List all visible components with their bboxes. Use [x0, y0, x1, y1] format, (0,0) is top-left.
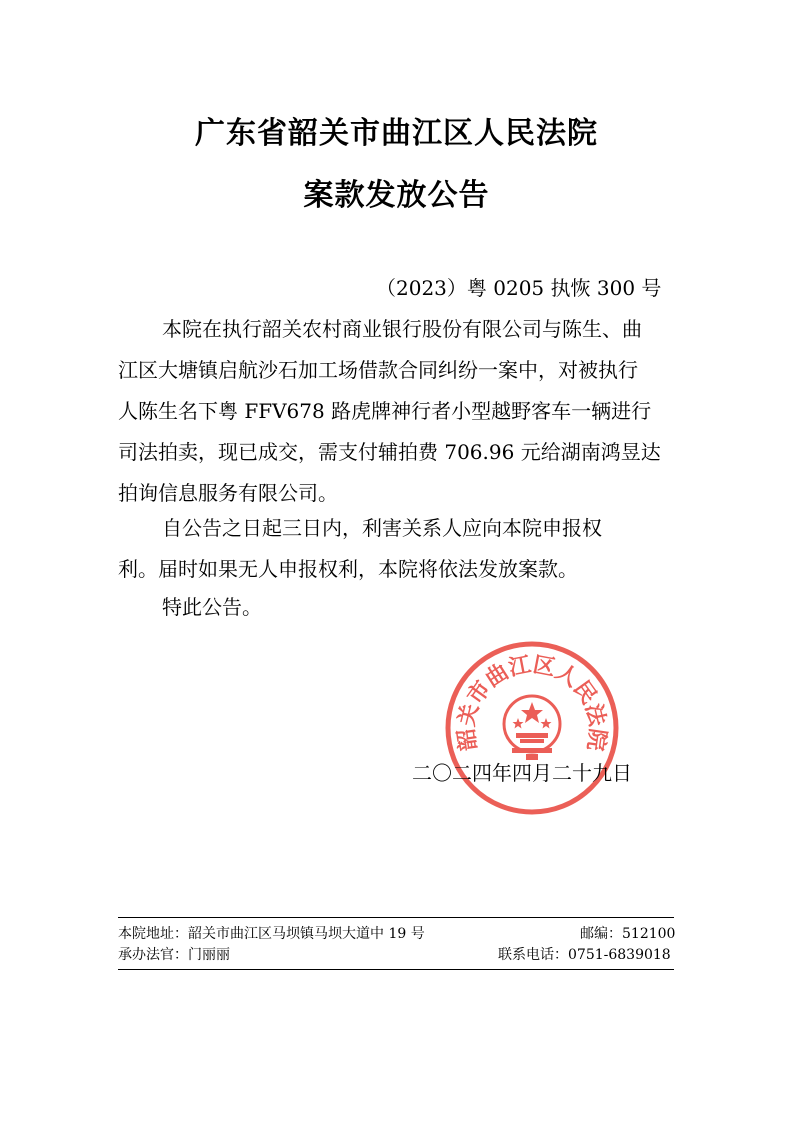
- issue-date: 二〇二四年四月二十九日: [412, 761, 632, 785]
- para1-line2: 江区大塘镇启航沙石加工场借款合同纠纷一案中，对被执行: [118, 358, 638, 382]
- case-number: （2023）粤 0205 执恢 300 号: [376, 276, 662, 300]
- para1-line1: 本院在执行韶关农村商业银行股份有限公司与陈生、曲: [162, 317, 642, 341]
- national-emblem-icon: [504, 696, 560, 760]
- footer-bottom-divider: [118, 969, 674, 970]
- postcode: 邮编：512100: [580, 926, 676, 942]
- notice-title: 案款发放公告: [303, 178, 490, 213]
- para1-line3: 人陈生名下粤 FFV678 路虎牌神行者小型越野客车一辆进行: [118, 399, 652, 423]
- seal-text: 韶关市曲江区人民法院: [453, 651, 611, 753]
- contact-phone: 联系电话：0751-6839018: [498, 947, 671, 963]
- court-address: 本院地址：韶关市曲江区马坝镇马坝大道中 19 号: [118, 926, 425, 942]
- closing-remark: 特此公告。: [162, 595, 262, 619]
- para1-line5: 拍询信息服务有限公司。: [118, 481, 338, 505]
- para1-line4: 司法拍卖，现已成交，需支付辅拍费 706.96 元给湖南鸿昱达: [118, 440, 661, 464]
- presiding-judge: 承办法官：门丽丽: [118, 947, 230, 963]
- para2-line2: 利。届时如果无人申报权利，本院将依法发放案款。: [118, 557, 578, 581]
- para2-line1: 自公告之日起三日内，利害关系人应向本院申报权: [162, 516, 602, 540]
- court-seal: [442, 638, 622, 818]
- footer-divider: [118, 917, 674, 918]
- court-name-title: 广东省韶关市曲江区人民法院: [195, 116, 598, 151]
